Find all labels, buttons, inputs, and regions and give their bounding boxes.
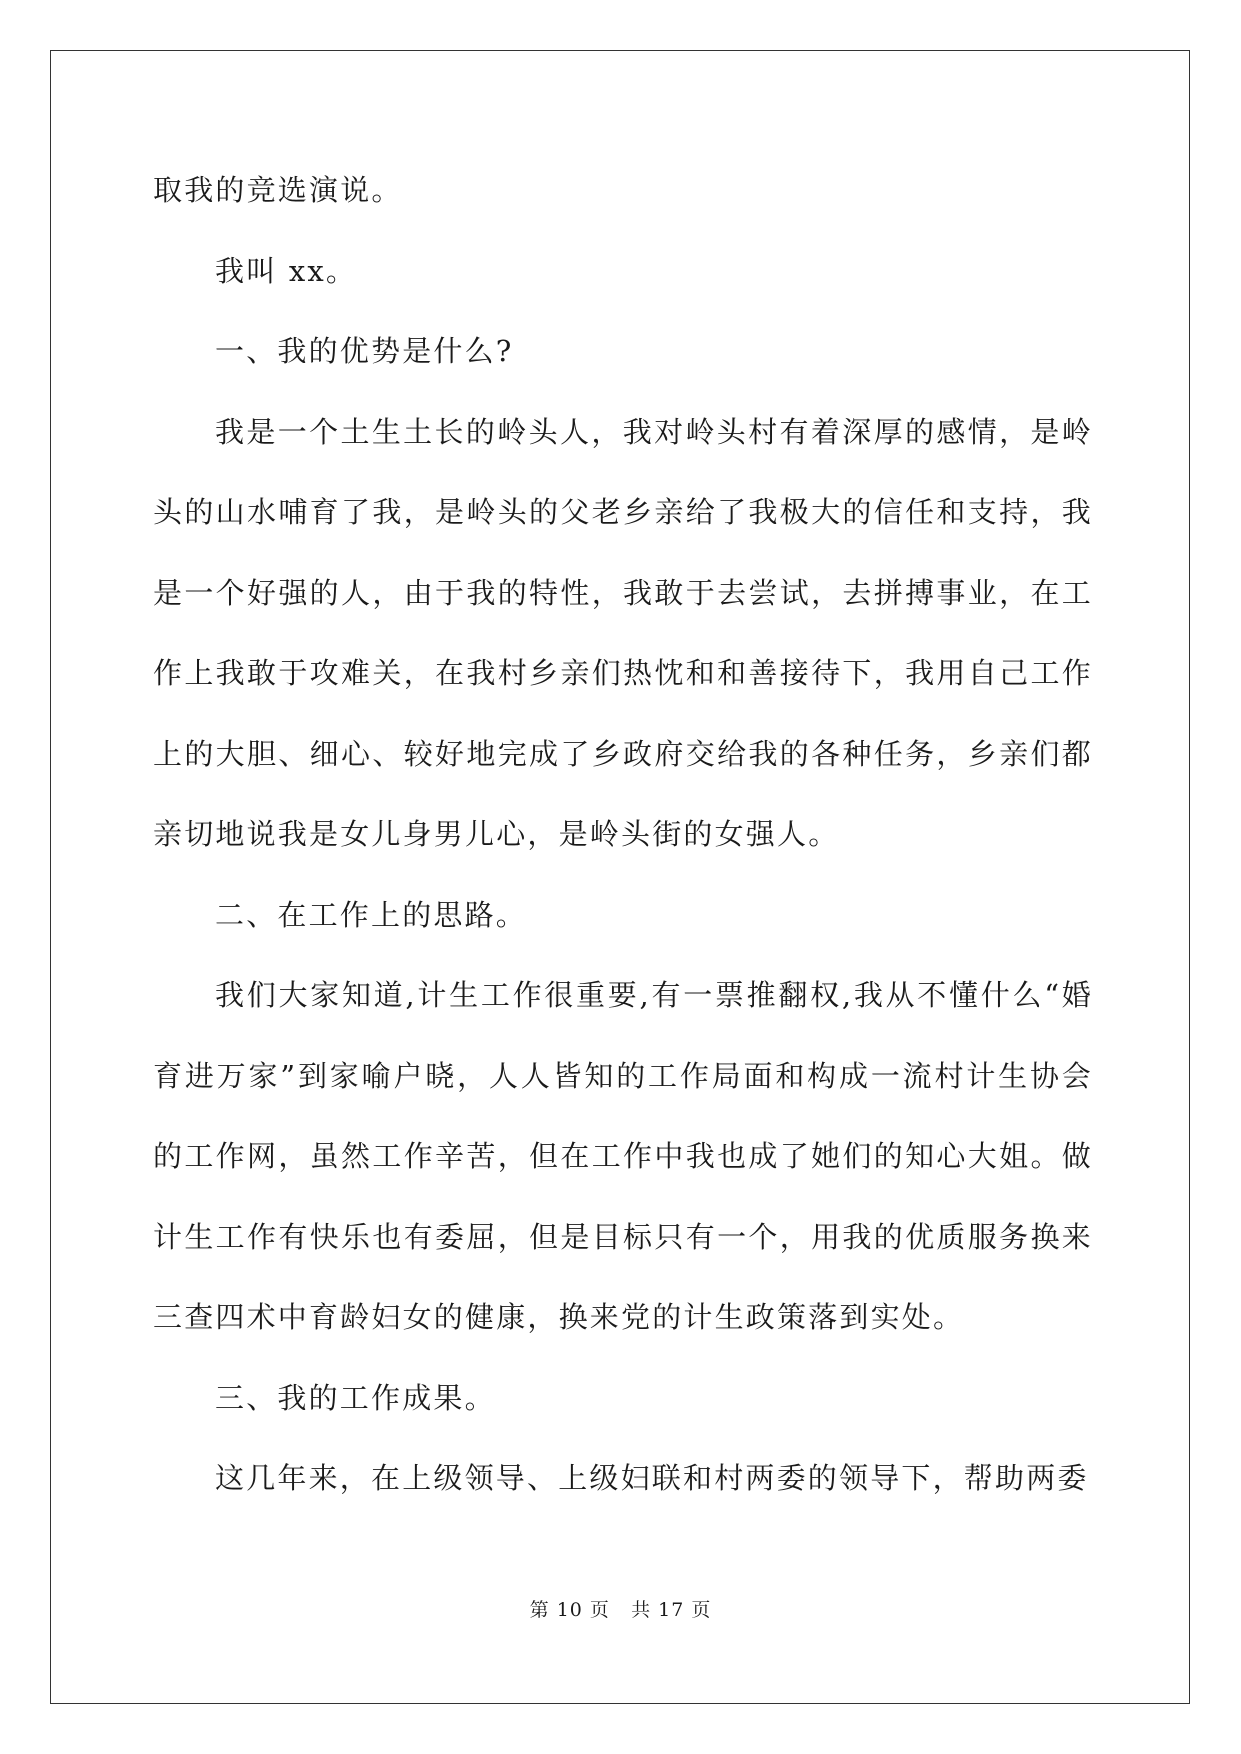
page-footer: [0, 1595, 1241, 1622]
page-number: 第 10 页: [529, 1599, 610, 1621]
page-total: 共 17 页: [631, 1599, 712, 1621]
document-body: [153, 150, 1093, 1519]
paragraph-5: 这几年来，在上级领导、上级妇联和村两委的领导下，帮助两委: [215, 1461, 1089, 1495]
section-heading-1: 一、我的优势是什么?: [215, 334, 514, 368]
section-heading-3: 三、我的工作成果。: [215, 1380, 496, 1415]
paragraph-2: 我叫 xx。: [215, 253, 358, 288]
paragraph-4: 我们大家知道,计生工作很重要,有一票推翻权,我从不懂什么“婚育进万家”到家喻户晓，人人皆知的工作局面和构成一流村计生协会的工作网，虽然工作辛苦，但在工作中我也成了她们的知心大姐。做计生工作有快乐也有委屈，但是目标只有一个，用我的优质服务换来三查四术中育龄妇女的健康，换来党的计生政策落到实处。: [153, 978, 1093, 1334]
paragraph-3: 我是一个土生土长的岭头人，我对岭头村有着深厚的感情，是岭头的山水哺育了我，是岭头的父老乡亲给了我极大的信任和支持，我是一个好强的人，由于我的特性，我敢于去尝试，去拼搏事业，在工作上我敢于攻难关，在我村乡亲们热忱和和善接待下，我用自己工作上的大胆、细心、较好地完成了乡政府交给我的各种任务，乡亲们都亲切地说我是女儿身男儿心，是岭头街的女强人。: [153, 414, 1093, 851]
section-heading-2: 二、在工作上的思路。: [215, 897, 528, 932]
paragraph-1: 取我的竞选演说。: [153, 173, 403, 207]
